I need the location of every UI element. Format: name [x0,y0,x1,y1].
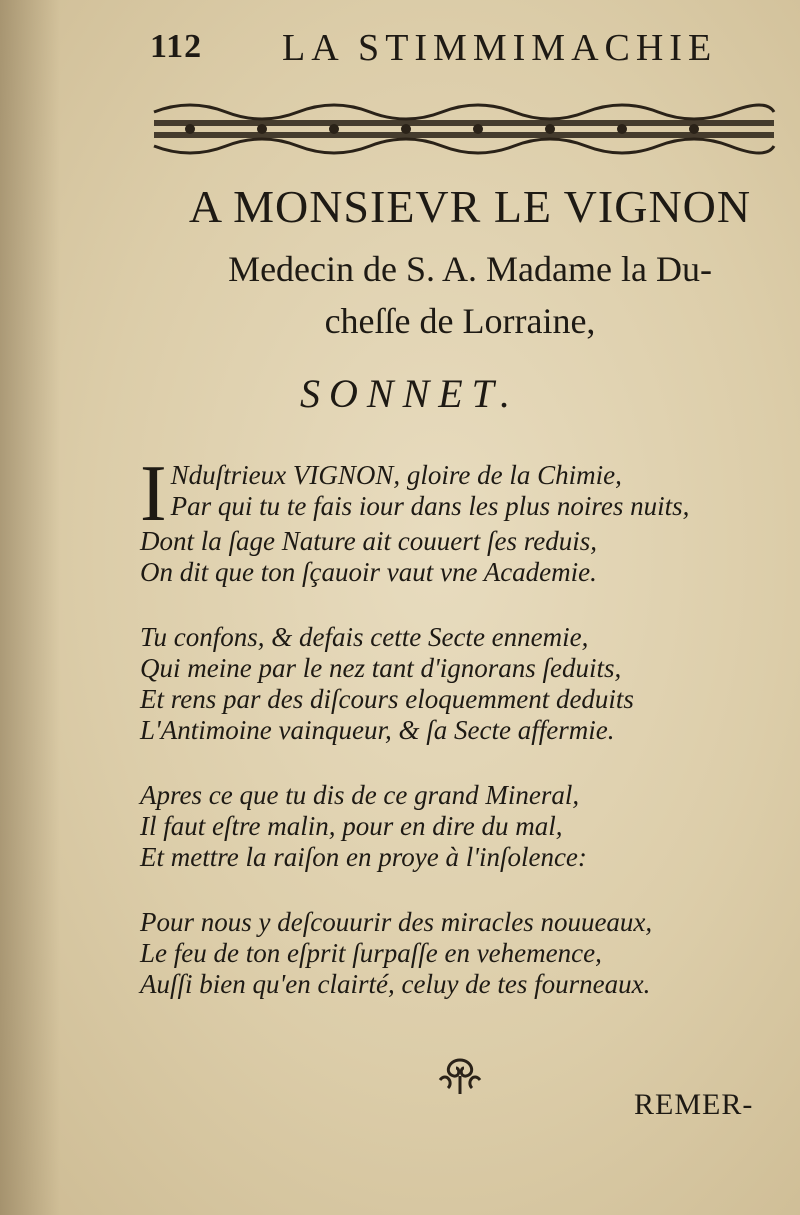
running-head [0,22,800,72]
verse-line: Auſſi bien qu'en clairté, celuy de tes fourneaux. [140,969,651,999]
verse-line: Qui meine par le nez tant d'ignorans ſeduits, [140,653,622,683]
page-number: 112 [150,28,203,65]
gutter-shadow [0,0,60,1215]
verse-line: Apres ce que tu dis de ce grand Mineral, [140,780,580,810]
catchword: REMER- [634,1088,754,1121]
verse-line: Nduſtrieux VIGNON, gloire de la Chimie, [170,460,622,490]
stanza-1 [140,450,790,588]
verse-line: Dont la ſage Nature ait couuert ſes reduis, [140,526,597,556]
dedication-line-3: cheſſe de Lorraine, [324,301,596,341]
ornament-band-icon [150,98,778,160]
stanza-4 [140,907,790,1000]
verse-line: Pour nous y deſcouurir des miracles nouueaux, [140,907,653,937]
verse-line: On dit que ton ſçauoir vaut vne Academie. [140,557,597,587]
sonnet [140,450,790,1034]
drop-capital: I [140,450,167,538]
verse-line: Et rens par des diſcours eloquemment deduits [140,684,634,714]
stanza-2 [140,622,790,746]
stanza-3 [140,780,790,873]
verse-line: Le feu de ton eſprit ſurpaſſe en vehemence, [140,938,602,968]
poem-heading: SONNET. [300,371,519,416]
verse-line: Il faut eſtre malin, pour en dire du mal, [140,811,563,841]
dedication-title: A MONSIEVR LE VIGNON [188,181,752,232]
verse-line: L'Antimoine vainqueur, & ſa Secte affermie. [140,715,615,745]
dedication-line-2: Medecin de S. A. Madame la Du- [228,249,712,289]
verse-line: Tu confons, & defais cette Secte ennemie, [140,622,589,652]
verse-line: Et mettre la raiſon en proye à l'inſolence: [140,842,587,872]
book-title: LA STIMMIMACHIE [282,27,718,69]
fleuron-icon [430,1054,490,1098]
verse-line: Par qui tu te fais iour dans les plus noires nuits, [170,491,690,521]
